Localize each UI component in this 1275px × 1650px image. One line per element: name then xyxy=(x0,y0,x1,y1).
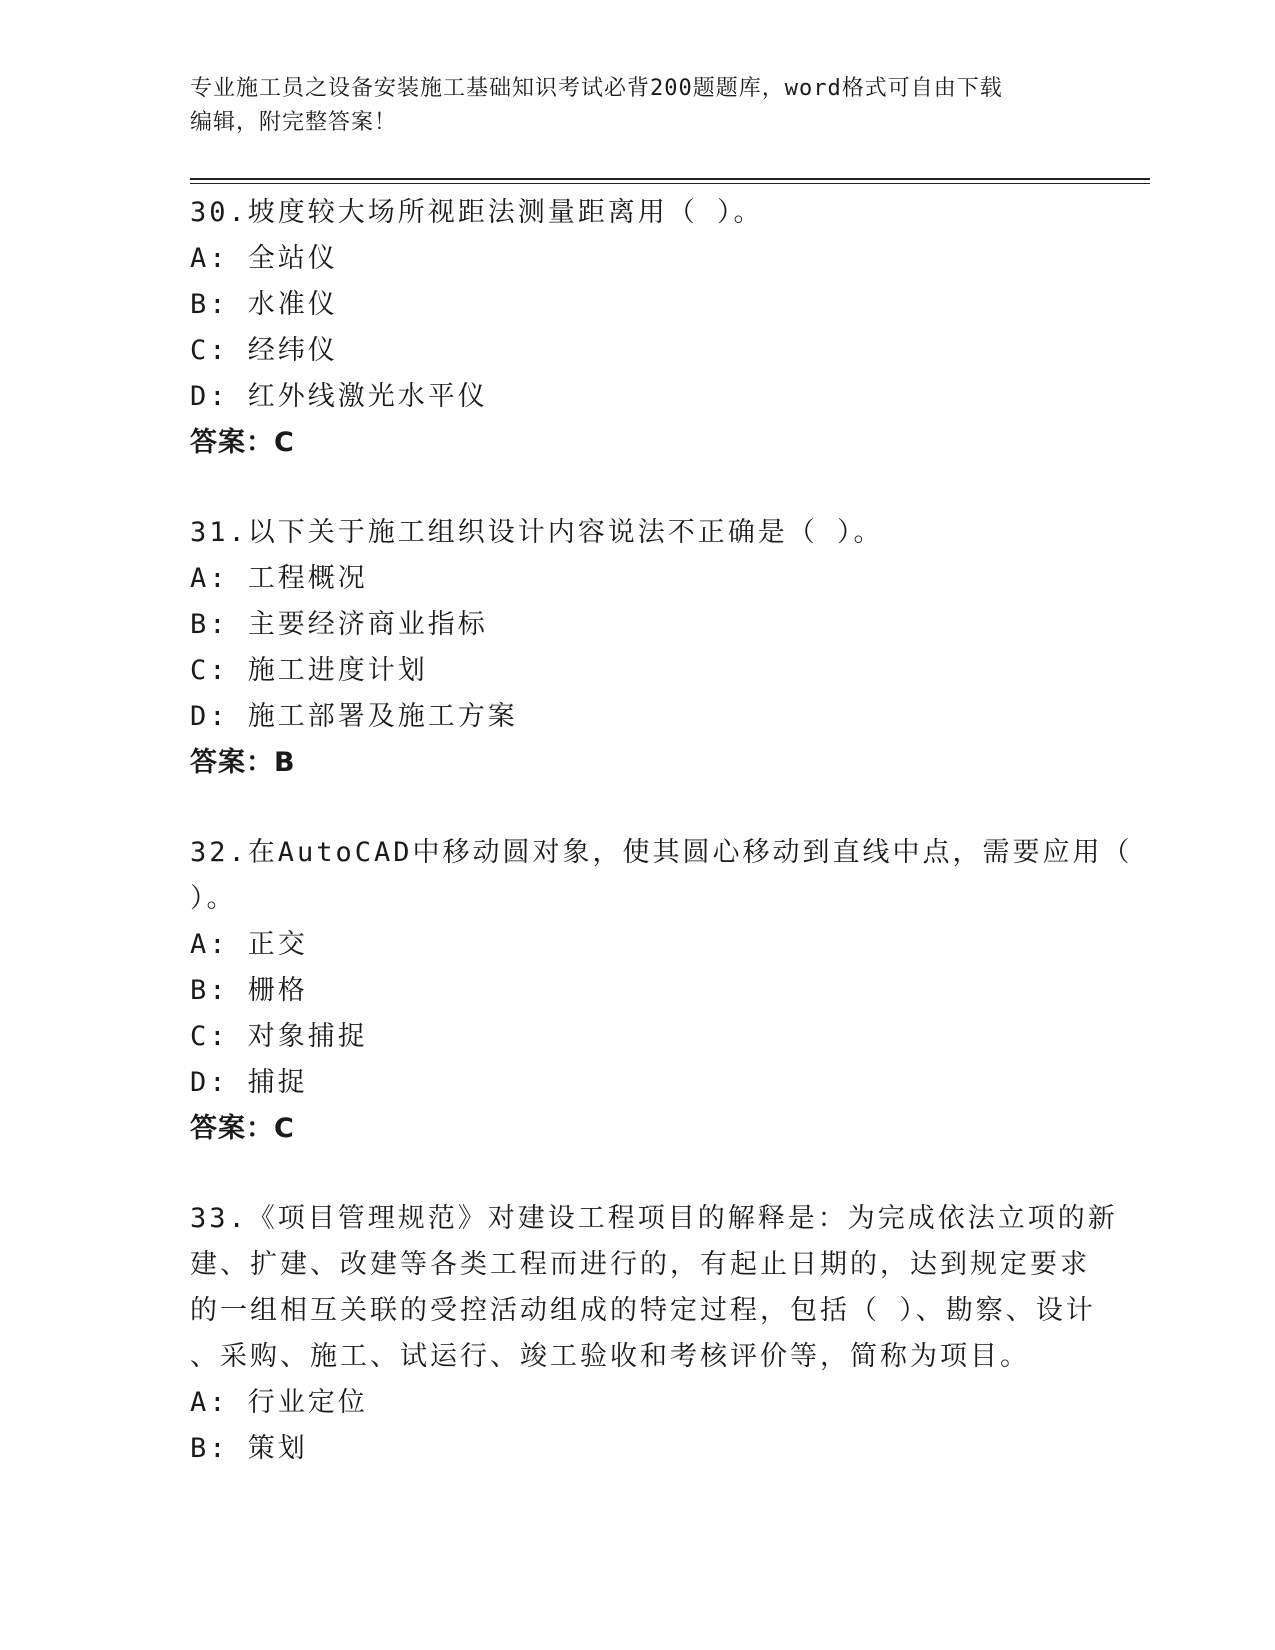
answer-line: 答案：C xyxy=(190,1113,295,1144)
option-a: A: 正交 xyxy=(190,929,308,960)
header-line-2: 编辑，附完整答案！ xyxy=(190,110,398,135)
question-text: 30.坡度较大场所视距法测量距离用（ ）。 xyxy=(190,197,764,228)
question-block xyxy=(190,190,1090,466)
option-d: D: 施工部署及施工方案 xyxy=(190,701,518,732)
question-block xyxy=(190,1196,1118,1472)
question-text-continued: ）。 xyxy=(190,883,237,914)
option-c: C: 施工进度计划 xyxy=(190,655,428,686)
question-text: 32.在AutoCAD中移动圆对象，使其圆心移动到直线中点，需要应用（ xyxy=(190,837,1133,868)
option-c: C: 经纬仪 xyxy=(190,335,338,366)
question-text: 33.《项目管理规范》对建设工程项目的解释是：为完成依法立项的新 xyxy=(190,1203,1118,1234)
header-divider-thin xyxy=(190,183,1150,184)
question-block xyxy=(190,830,1133,1152)
option-d: D: 红外线激光水平仪 xyxy=(190,381,488,412)
answer-line: 答案：C xyxy=(190,427,295,458)
page-header xyxy=(190,72,1090,140)
option-c: C: 对象捕捉 xyxy=(190,1021,368,1052)
question-block xyxy=(190,510,1090,786)
option-b: B: 水准仪 xyxy=(190,289,338,320)
option-a: A: 工程概况 xyxy=(190,563,368,594)
option-a: A: 全站仪 xyxy=(190,243,338,274)
option-b: B: 主要经济商业指标 xyxy=(190,609,488,640)
question-text-continued: 的一组相互关联的受控活动组成的特定过程，包括（ ）、勘察、设计 xyxy=(190,1295,1096,1326)
header-line-1: 专业施工员之设备安装施工基础知识考试必背200题题库，word格式可自由下载 xyxy=(190,76,1003,101)
option-d: D: 捕捉 xyxy=(190,1067,308,1098)
header-divider xyxy=(190,178,1150,180)
question-text: 31.以下关于施工组织设计内容说法不正确是（ ）。 xyxy=(190,517,884,548)
option-a: A: 行业定位 xyxy=(190,1387,368,1418)
option-b: B: 栅格 xyxy=(190,975,308,1006)
question-list xyxy=(190,190,1133,1472)
question-text-continued: 、采购、施工、试运行、竣工验收和考核评价等，简称为项目。 xyxy=(190,1341,1030,1372)
option-b: B: 策划 xyxy=(190,1433,308,1464)
question-text-continued: 建、扩建、改建等各类工程而进行的，有起止日期的，达到规定要求 xyxy=(190,1249,1090,1280)
answer-line: 答案：B xyxy=(190,747,296,778)
